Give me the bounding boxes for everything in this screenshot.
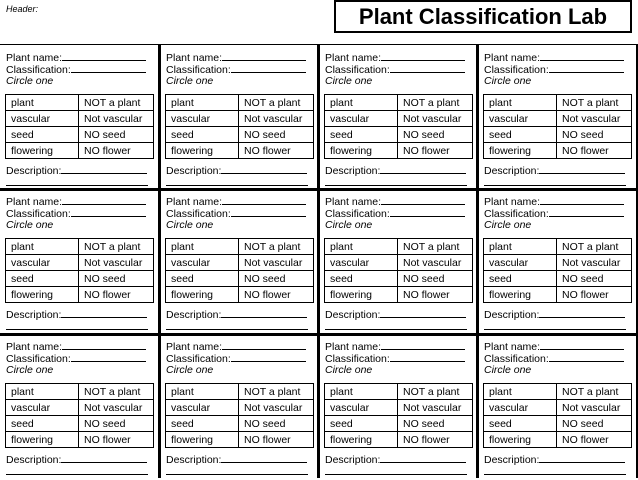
option-row [166,416,314,432]
description-label: Description: [6,309,62,321]
circle-one-label: Circle one [166,364,214,376]
circle-one-line [6,364,53,376]
option-cell[interactable]: NO seed [239,127,314,143]
classification-card [319,193,475,335]
circle-one-line [325,364,372,376]
plant-name-field[interactable] [381,340,465,350]
description-extra-line[interactable] [325,474,467,475]
circle-one-label: Circle one [484,364,532,376]
description-extra-line[interactable] [6,474,148,475]
option-cell[interactable]: vascular [166,255,239,271]
description-extra-line[interactable] [166,185,308,186]
description-label: Description: [484,454,540,466]
classification-card [160,49,316,191]
plant-name-field[interactable] [540,340,624,350]
option-cell[interactable]: NOT a plant [398,95,473,111]
plant-name-label: Plant name: [325,196,382,208]
description-line [6,308,147,321]
description-line [6,164,147,177]
description-field[interactable] [61,164,147,174]
option-cell[interactable]: plant [325,95,398,111]
option-row [6,287,154,303]
description-field[interactable] [539,308,625,318]
option-cell[interactable]: NO flower [557,143,632,159]
option-cell[interactable]: Not vascular [557,255,632,271]
plant-name-field[interactable] [381,51,465,61]
option-cell[interactable]: NO seed [398,127,473,143]
plant-name-field[interactable] [222,340,306,350]
circle-one-label: Circle one [484,219,532,231]
option-row [484,95,632,111]
classification-field[interactable] [390,352,465,362]
option-cell[interactable]: flowering [484,432,557,448]
option-cell[interactable]: Not vascular [79,255,154,271]
option-cell[interactable]: Not vascular [239,255,314,271]
classification-card [160,193,316,335]
option-cell[interactable]: NOT a plant [557,239,632,255]
option-row [325,143,473,159]
option-cell[interactable]: flowering [325,287,398,303]
plant-name-label: Plant name: [484,52,541,64]
description-field[interactable] [380,164,466,174]
option-row [484,400,632,416]
option-cell[interactable]: vascular [325,111,398,127]
plant-name-field[interactable] [62,51,146,61]
classification-field[interactable] [231,352,306,362]
plant-name-field[interactable] [62,195,146,205]
option-row [325,239,473,255]
description-extra-line[interactable] [484,329,626,330]
plant-name-label: Plant name: [166,52,223,64]
options-table [483,383,632,448]
circle-one-line [484,364,531,376]
option-cell[interactable]: vascular [6,255,79,271]
option-cell[interactable]: plant [484,95,557,111]
circle-one-label: Circle one [6,364,54,376]
option-cell[interactable]: NO flower [239,287,314,303]
classification-field[interactable] [231,207,306,217]
option-cell[interactable]: vascular [484,111,557,127]
option-cell[interactable]: plant [166,95,239,111]
option-cell[interactable]: NO flower [557,287,632,303]
option-cell[interactable]: flowering [325,432,398,448]
option-row [166,255,314,271]
description-field[interactable] [61,453,147,463]
classification-label: Classification: [6,208,71,220]
options-table [483,94,632,159]
option-cell[interactable]: NO seed [557,127,632,143]
classification-card [319,49,475,191]
option-cell[interactable]: plant [166,239,239,255]
classification-label: Classification: [6,353,71,365]
classification-label: Classification: [166,64,231,76]
circle-one-line [325,219,372,231]
option-row [166,271,314,287]
option-cell[interactable]: vascular [484,255,557,271]
option-cell[interactable]: seed [166,127,239,143]
option-row [325,416,473,432]
header-label: Header: [6,4,39,14]
option-cell[interactable]: NO flower [239,432,314,448]
classification-label: Classification: [484,208,549,220]
option-row [6,400,154,416]
option-row [6,111,154,127]
options-table [324,383,473,448]
option-row [484,255,632,271]
description-label: Description: [166,165,222,177]
option-cell[interactable]: NO seed [79,271,154,287]
description-field[interactable] [380,453,466,463]
option-cell[interactable]: flowering [484,143,557,159]
classification-card [319,338,475,480]
option-cell[interactable]: seed [325,416,398,432]
classification-label: Classification: [166,208,231,220]
option-cell[interactable]: NO flower [79,432,154,448]
circle-one-line [484,75,531,87]
classification-field[interactable] [549,352,624,362]
option-row [6,95,154,111]
classification-field[interactable] [71,352,146,362]
classification-field[interactable] [231,63,306,73]
option-cell[interactable]: plant [6,95,79,111]
options-table [324,238,473,303]
circle-one-label: Circle one [166,219,214,231]
option-row [166,384,314,400]
option-cell[interactable]: NO seed [79,127,154,143]
plant-name-label: Plant name: [325,52,382,64]
option-cell[interactable]: NO seed [557,416,632,432]
option-cell[interactable]: NOT a plant [239,239,314,255]
option-cell[interactable]: NO seed [398,416,473,432]
option-row [325,432,473,448]
classification-card [160,338,316,480]
description-label: Description: [325,309,381,321]
circle-one-line [166,75,213,87]
option-cell[interactable]: flowering [6,432,79,448]
option-row [6,143,154,159]
option-cell[interactable]: vascular [6,111,79,127]
option-row [484,416,632,432]
option-cell[interactable]: vascular [166,111,239,127]
option-row [166,143,314,159]
classification-card [478,193,634,335]
classification-label: Classification: [484,353,549,365]
option-row [484,271,632,287]
option-cell[interactable]: seed [484,416,557,432]
option-cell[interactable]: plant [484,239,557,255]
option-cell[interactable]: Not vascular [79,400,154,416]
description-field[interactable] [539,164,625,174]
option-row [325,287,473,303]
options-table [5,238,154,303]
description-label: Description: [484,309,540,321]
description-label: Description: [325,454,381,466]
description-label: Description: [166,309,222,321]
option-cell[interactable]: NO seed [79,416,154,432]
description-line [166,453,307,466]
circle-one-label: Circle one [325,364,373,376]
option-cell[interactable]: NO flower [239,143,314,159]
circle-one-label: Circle one [484,75,532,87]
option-cell[interactable]: NOT a plant [398,384,473,400]
option-row [166,239,314,255]
options-table [165,383,314,448]
plant-name-field[interactable] [381,195,465,205]
option-cell[interactable]: Not vascular [398,111,473,127]
classification-field[interactable] [71,207,146,217]
option-cell[interactable]: Not vascular [79,111,154,127]
option-cell[interactable]: NO seed [239,416,314,432]
option-cell[interactable]: NOT a plant [79,384,154,400]
option-row [325,271,473,287]
option-cell[interactable]: flowering [166,143,239,159]
circle-one-label: Circle one [325,219,373,231]
option-row [484,287,632,303]
option-cell[interactable]: vascular [325,255,398,271]
option-row [484,143,632,159]
circle-one-line [166,364,213,376]
classification-card [478,338,634,480]
option-row [166,432,314,448]
option-row [325,400,473,416]
classification-field[interactable] [549,207,624,217]
option-row [166,287,314,303]
option-cell[interactable]: seed [6,416,79,432]
description-label: Description: [325,165,381,177]
plant-name-label: Plant name: [484,196,541,208]
plant-name-field[interactable] [540,51,624,61]
option-cell[interactable]: NO flower [398,287,473,303]
description-line [166,164,307,177]
option-cell[interactable]: NO flower [557,432,632,448]
option-cell[interactable]: flowering [484,287,557,303]
plant-name-label: Plant name: [325,341,382,353]
description-field[interactable] [539,453,625,463]
option-cell[interactable]: seed [325,127,398,143]
page-title: Plant Classification Lab [334,0,632,33]
option-row [484,239,632,255]
options-table [483,238,632,303]
option-row [325,95,473,111]
card-grid [0,44,638,478]
option-cell[interactable]: seed [6,127,79,143]
description-extra-line[interactable] [6,329,148,330]
plant-name-label: Plant name: [166,196,223,208]
option-row [484,111,632,127]
plant-name-label: Plant name: [6,341,63,353]
options-table [5,383,154,448]
option-cell[interactable]: NO flower [398,432,473,448]
option-row [6,416,154,432]
description-line [484,308,625,321]
description-field[interactable] [61,308,147,318]
plant-name-field[interactable] [540,195,624,205]
description-line [166,308,307,321]
description-label: Description: [6,165,62,177]
option-cell[interactable]: NOT a plant [79,239,154,255]
option-row [325,255,473,271]
classification-field[interactable] [390,207,465,217]
description-field[interactable] [221,308,307,318]
option-cell[interactable]: Not vascular [239,400,314,416]
option-cell[interactable]: plant [6,239,79,255]
option-cell[interactable]: flowering [325,143,398,159]
plant-name-label: Plant name: [166,341,223,353]
option-cell[interactable]: NO seed [557,271,632,287]
classification-label: Classification: [166,353,231,365]
plant-name-field[interactable] [222,51,306,61]
option-cell[interactable]: flowering [166,287,239,303]
description-extra-line[interactable] [166,329,308,330]
description-extra-line[interactable] [166,474,308,475]
option-cell[interactable]: NO flower [398,143,473,159]
circle-one-line [484,219,531,231]
classification-label: Classification: [484,64,549,76]
option-cell[interactable]: Not vascular [398,400,473,416]
option-cell[interactable]: Not vascular [239,111,314,127]
option-row [325,384,473,400]
option-cell[interactable]: flowering [6,143,79,159]
classification-field[interactable] [390,63,465,73]
option-cell[interactable]: NO seed [398,271,473,287]
description-line [6,453,147,466]
classification-card [0,193,156,335]
option-row [166,127,314,143]
classification-label: Classification: [325,353,390,365]
option-cell[interactable]: seed [6,271,79,287]
description-extra-line[interactable] [484,474,626,475]
option-row [166,111,314,127]
option-row [484,384,632,400]
option-row [6,239,154,255]
option-cell[interactable]: seed [166,416,239,432]
option-row [6,255,154,271]
option-cell[interactable]: NOT a plant [557,95,632,111]
option-cell[interactable]: flowering [166,432,239,448]
option-cell[interactable]: vascular [484,400,557,416]
options-table [5,94,154,159]
circle-one-line [6,219,53,231]
option-cell[interactable]: NOT a plant [239,95,314,111]
option-cell[interactable]: NOT a plant [239,384,314,400]
description-field[interactable] [221,164,307,174]
description-field[interactable] [221,453,307,463]
option-cell[interactable]: plant [166,384,239,400]
option-cell[interactable]: seed [325,271,398,287]
option-row [6,271,154,287]
circle-one-label: Circle one [325,75,373,87]
options-table [165,94,314,159]
description-line [484,164,625,177]
description-label: Description: [6,454,62,466]
classification-label: Classification: [325,64,390,76]
description-extra-line[interactable] [325,185,467,186]
description-label: Description: [484,165,540,177]
option-row [325,111,473,127]
description-extra-line[interactable] [484,185,626,186]
option-cell[interactable]: Not vascular [398,255,473,271]
description-field[interactable] [380,308,466,318]
classification-label: Classification: [325,208,390,220]
option-row [6,384,154,400]
classification-card [0,49,156,191]
circle-one-line [325,75,372,87]
circle-one-line [166,219,213,231]
description-extra-line[interactable] [325,329,467,330]
plant-name-field[interactable] [222,195,306,205]
option-cell[interactable]: NO seed [239,271,314,287]
option-row [325,127,473,143]
description-line [325,308,466,321]
option-cell[interactable]: vascular [166,400,239,416]
option-row [484,127,632,143]
option-cell[interactable]: NO flower [79,287,154,303]
classification-label: Classification: [6,64,71,76]
description-label: Description: [166,454,222,466]
plant-name-label: Plant name: [6,52,63,64]
option-cell[interactable]: NOT a plant [557,384,632,400]
classification-card [478,49,634,191]
circle-one-label: Circle one [6,219,54,231]
option-row [6,432,154,448]
option-cell[interactable]: seed [166,271,239,287]
classification-card [0,338,156,480]
description-line [325,164,466,177]
circle-one-label: Circle one [6,75,54,87]
classification-field[interactable] [71,63,146,73]
option-cell[interactable]: Not vascular [557,111,632,127]
option-cell[interactable]: seed [484,271,557,287]
classification-field[interactable] [549,63,624,73]
option-cell[interactable]: plant [6,384,79,400]
option-cell[interactable]: seed [484,127,557,143]
option-cell[interactable]: plant [325,384,398,400]
option-cell[interactable]: NOT a plant [398,239,473,255]
option-row [166,95,314,111]
option-cell[interactable]: NOT a plant [79,95,154,111]
option-row [6,127,154,143]
option-cell[interactable]: flowering [6,287,79,303]
description-line [325,453,466,466]
circle-one-label: Circle one [166,75,214,87]
option-cell[interactable]: NO flower [79,143,154,159]
option-row [166,400,314,416]
option-cell[interactable]: vascular [6,400,79,416]
options-table [165,238,314,303]
options-table [324,94,473,159]
circle-one-line [6,75,53,87]
plant-name-field[interactable] [62,340,146,350]
description-line [484,453,625,466]
description-extra-line[interactable] [6,185,148,186]
plant-name-label: Plant name: [484,341,541,353]
plant-name-label: Plant name: [6,196,63,208]
option-row [484,432,632,448]
option-cell[interactable]: plant [484,384,557,400]
option-cell[interactable]: vascular [325,400,398,416]
option-cell[interactable]: Not vascular [557,400,632,416]
option-cell[interactable]: plant [325,239,398,255]
